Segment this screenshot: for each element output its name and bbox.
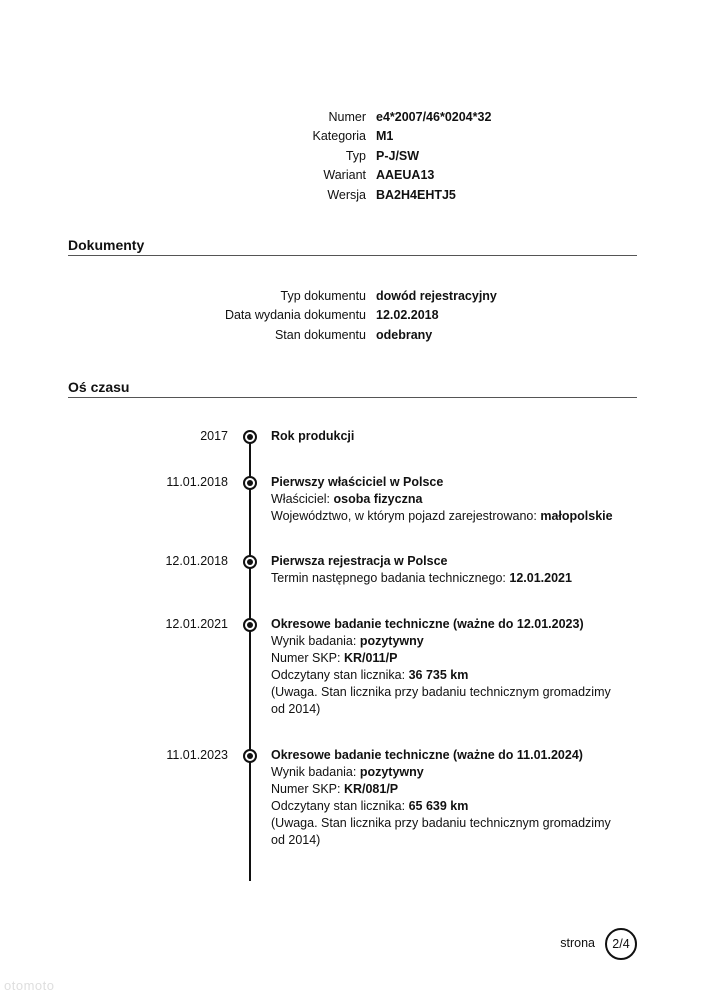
detail-label: Województwo, w którym pojazd zarejestrowano:: [271, 509, 541, 523]
documents-section-title: Dokumenty: [68, 236, 637, 256]
timeline-section-title: Oś czasu: [68, 378, 637, 398]
timeline-event-detail: [271, 667, 616, 684]
timeline-event-body: [271, 747, 616, 849]
timeline-event-body: [271, 428, 616, 445]
detail-label: Termin następnego badania technicznego:: [271, 571, 510, 585]
timeline-event-detail: [271, 650, 616, 667]
timeline-event-detail: [271, 570, 616, 587]
detail-value: osoba fizyczna: [333, 492, 423, 506]
page-footer: [0, 928, 707, 960]
document-row-issue-date: [0, 306, 707, 325]
vehicle-value: P-J/SW: [376, 148, 420, 163]
detail-value: pozytywny: [359, 634, 424, 648]
timeline-marker-icon: [243, 430, 257, 444]
detail-value: małopolskie: [540, 509, 613, 523]
timeline-marker-icon: [243, 555, 257, 569]
document-row-status: [0, 326, 707, 345]
document-value: 12.02.2018: [376, 308, 439, 323]
timeline-event-date: 12.01.2021: [165, 617, 228, 631]
vehicle-label: Numer: [328, 110, 366, 124]
documents-details: [0, 287, 707, 345]
timeline-event-title: Okresowe badanie techniczne (ważne do 11.01.2024): [271, 748, 583, 762]
vehicle-value: e4*2007/46*0204*32: [376, 110, 492, 124]
timeline-event-body: [271, 616, 616, 718]
vehicle-label: Typ: [345, 148, 366, 163]
timeline-event-title: Okresowe badanie techniczne (ważne do 12.01.2023): [271, 617, 584, 631]
document-label: Data wydania dokumentu: [224, 308, 366, 323]
timeline-event-title: Rok produkcji: [271, 429, 355, 443]
timeline-event-detail: [271, 633, 616, 650]
page-label: strona: [560, 936, 595, 950]
timeline-event-date: 11.01.2018: [166, 475, 228, 489]
detail-value: 12.01.2021: [509, 571, 572, 585]
timeline-event-detail: [271, 508, 616, 525]
vehicle-row-version: [0, 186, 707, 205]
detail-label: Właściciel:: [271, 492, 334, 506]
detail-label: Numer SKP:: [271, 651, 344, 665]
document-label: Stan dokumentu: [274, 327, 366, 342]
detail-label: Odczytany stan licznika:: [271, 668, 409, 682]
timeline-event-detail: [271, 798, 616, 815]
detail-value: 65 639 km: [408, 799, 469, 813]
vehicle-label: Kategoria: [312, 129, 366, 144]
vehicle-label: Wersja: [327, 187, 366, 202]
detail-label: Wynik badania:: [271, 634, 360, 648]
timeline-marker-icon: [243, 618, 257, 632]
detail-value: KR/011/P: [343, 651, 398, 665]
timeline-marker-icon: [243, 749, 257, 763]
document-row-type: [0, 287, 707, 306]
watermark-logo: otomoto: [4, 978, 55, 993]
timeline-event-body: [271, 553, 616, 587]
timeline-event-detail: [271, 491, 616, 508]
timeline-event-note: [271, 684, 616, 718]
timeline-event-detail: [271, 781, 616, 798]
timeline-axis: [249, 437, 251, 881]
timeline-event-title: Pierwsza rejestracja w Polsce: [271, 554, 448, 568]
timeline-event-date: 2017: [200, 429, 228, 443]
vehicle-row-category: [0, 127, 707, 146]
timeline-event-body: [271, 474, 616, 525]
detail-value: pozytywny: [359, 765, 424, 779]
vehicle-label: Wariant: [323, 168, 366, 183]
vehicle-value: AAEUA13: [376, 168, 435, 183]
timeline-event-detail: [271, 764, 616, 781]
detail-label: Numer SKP:: [271, 782, 344, 796]
vehicle-row-variant: [0, 166, 707, 185]
vehicle-value: BA2H4EHTJ5: [376, 187, 456, 202]
timeline-event-title: Pierwszy właściciel w Polsce: [271, 475, 444, 489]
detail-label: Wynik badania:: [271, 765, 360, 779]
vehicle-row-type: [0, 147, 707, 166]
vehicle-row-number: [0, 108, 707, 127]
detail-note: (Uwaga. Stan licznika przy badaniu technicznym gromadzimy od 2014): [271, 685, 611, 716]
detail-value: KR/081/P: [343, 782, 399, 796]
timeline-event-note: [271, 815, 616, 849]
document-value: odebrany: [376, 327, 433, 342]
detail-note: (Uwaga. Stan licznika przy badaniu technicznym gromadzimy od 2014): [271, 816, 611, 847]
vehicle-value: M1: [376, 129, 394, 144]
page-number-badge: 2/4: [605, 928, 637, 960]
detail-value: 36 735 km: [408, 668, 469, 682]
document-value: dowód rejestracyjny: [376, 289, 497, 303]
timeline-event-date: 11.01.2023: [166, 748, 228, 762]
timeline-marker-icon: [243, 476, 257, 490]
vehicle-details: [0, 108, 707, 205]
detail-label: Odczytany stan licznika:: [271, 799, 409, 813]
document-label: Typ dokumentu: [280, 289, 366, 303]
timeline-event-date: 12.01.2018: [165, 554, 228, 568]
